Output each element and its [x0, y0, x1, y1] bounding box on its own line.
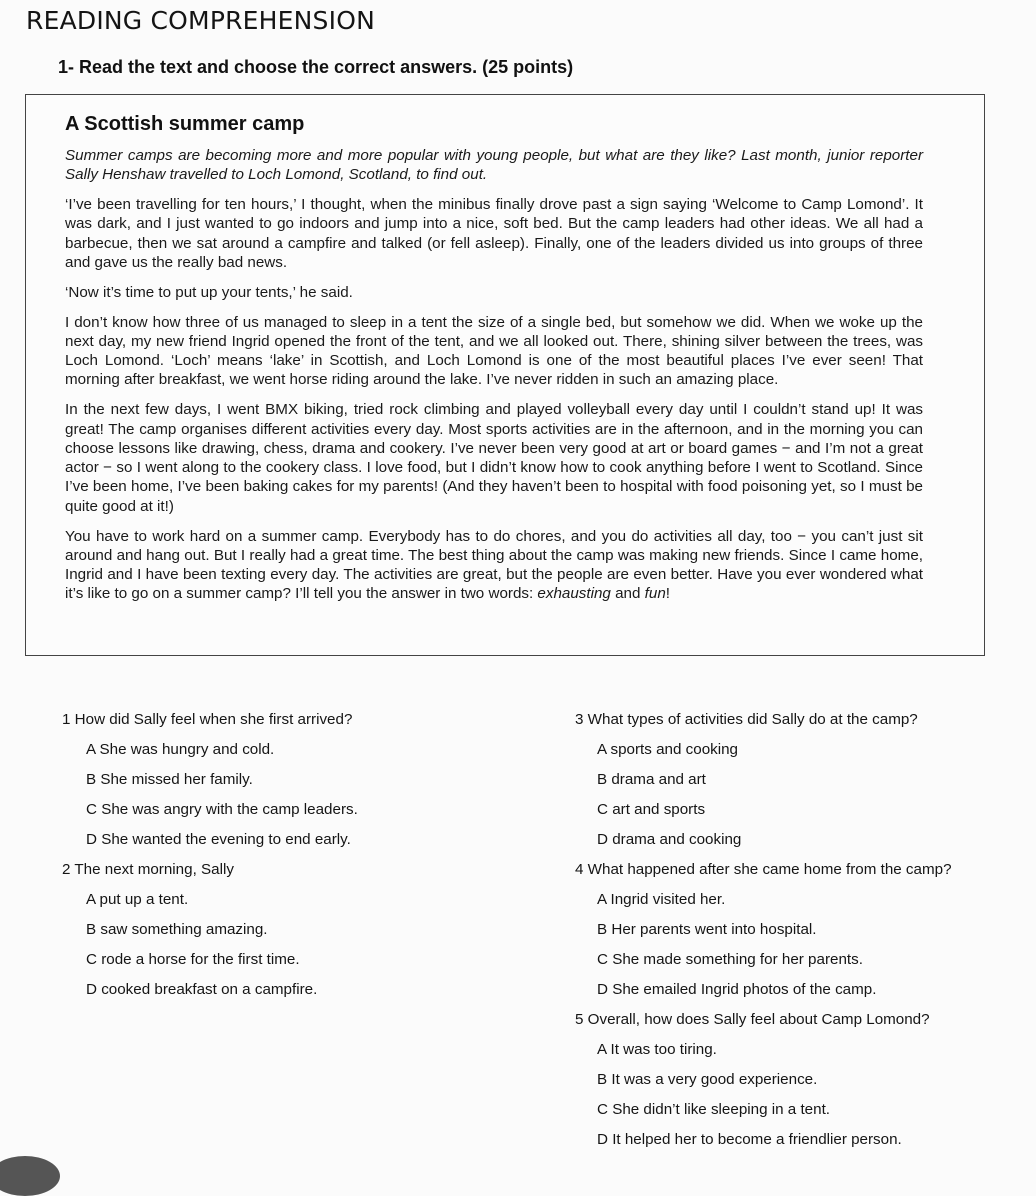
question-1-option-a[interactable]: A She was hungry and cold.	[86, 741, 275, 758]
question-4-option-c[interactable]: C She made something for her parents.	[597, 951, 863, 968]
question-2-option-a[interactable]: A put up a tent.	[86, 891, 189, 908]
question-4-option-d[interactable]: D She emailed Ingrid photos of the camp.	[597, 981, 877, 998]
question-3-option-b[interactable]: B drama and art	[597, 771, 706, 788]
instruction: 1- Read the text and choose the correct answers. (25 points)	[58, 57, 574, 77]
question-1-option-b[interactable]: B She missed her family.	[86, 771, 253, 788]
question-3-option-a[interactable]: A sports and cooking	[597, 741, 738, 758]
article-paragraph: ‘I’ve been travelling for ten hours,’ I thought, when the minibus finally drove past a sign saying ‘Welcome to Camp Lomond’. It was dark, and I just wanted to go indoors and jump into a nice, soft bed. But the camp leaders had other ideas. We all had a barbecue, then we sat around a campfire and talked (or fell asleep). Finally, one of the leaders divided us into groups of three and gave us the really bad news.	[65, 196, 923, 271]
article-paragraph: I don’t know how three of us managed to sleep in a tent the size of a single bed, but somehow we did. When we woke up the next day, my new friend Ingrid opened the front of the tent, and we all looked out. There, shining silver between the trees, was Loch Lomond. ‘Loch’ means ‘lake’ in Scottish, and Loch Lomond is one of the most beautiful places I’ve ever seen! That morning after breakfast, we went horse riding around the lake. I’ve never ridden in such an amazing place.	[65, 313, 923, 389]
article-title: A Scottish summer camp	[65, 113, 305, 135]
question-2-option-b[interactable]: B saw something amazing.	[86, 921, 268, 938]
article-paragraph: In the next few days, I went BMX biking, tried rock climbing and played volleyball every day until I couldn’t stand up! It was great! The camp organises different activities every day. Most sports activities are in the afternoon, and in the morning you can choose lessons like drawing, chess, drama and cookery. I’ve never been very good at art or board games − and I’m not a great actor − so I went along to the cookery class. I love food, but I didn’t know how to cook anything before I went to Scotland. Since I’ve been home, I’ve been baking cakes for my parents! (And they haven’t been to hospital with food poisoning yet, so I must be quite good at it!)	[65, 401, 923, 515]
article-intro: Summer camps are becoming more and more popular with young people, but what are they like? Last month, junior reporter Sally Henshaw travelled to Loch Lomond, Scotland, to find out.	[65, 147, 923, 184]
emphasis-word: exhausting	[537, 585, 611, 603]
emphasis-word: fun	[644, 585, 666, 603]
question-4-option-a[interactable]: A Ingrid visited her.	[597, 891, 726, 908]
question-4-option-b[interactable]: B Her parents went into hospital.	[597, 921, 817, 938]
paragraph-text: You have to work hard on a summer camp. Everybody has to do chores, and you do activities all day, too − you can’t just sit around and hang out. But I really had a great time. The best thing about the camp was making new friends. Since I came home, Ingrid and I have been texting every day. The activities are great, but the people are even better. Have you ever wondered what it’s like to go on a summer camp? I’ll tell you the answer in two words:	[65, 527, 923, 603]
question-5-option-c[interactable]: C She didn’t like sleeping in a tent.	[597, 1101, 831, 1118]
question-3: 3 What types of activities did Sally do at the camp?	[575, 711, 918, 728]
article-paragraph: ‘Now it’s time to put up your tents,’ he said.	[65, 283, 353, 301]
question-3-option-c[interactable]: C art and sports	[597, 801, 706, 818]
question-5-option-d[interactable]: D It helped her to become a friendlier person.	[597, 1131, 902, 1148]
question-1: 1 How did Sally feel when she first arrived?	[62, 711, 353, 728]
corner-shadow	[0, 1156, 60, 1196]
question-1-option-c[interactable]: C She was angry with the camp leaders.	[86, 801, 358, 818]
question-5-option-a[interactable]: A It was too tiring.	[597, 1041, 717, 1058]
question-4: 4 What happened after she came home from the camp?	[575, 861, 952, 878]
paragraph-text: !	[665, 585, 671, 603]
question-2: 2 The next morning, Sally	[62, 861, 234, 878]
question-2-option-c[interactable]: C rode a horse for the first time.	[86, 951, 300, 968]
question-1-option-d[interactable]: D She wanted the evening to end early.	[86, 831, 351, 848]
question-5-option-b[interactable]: B It was a very good experience.	[597, 1071, 818, 1088]
page-title: READING COMPREHENSION	[26, 6, 375, 35]
question-5: 5 Overall, how does Sally feel about Camp Lomond?	[575, 1011, 930, 1028]
question-3-option-d[interactable]: D drama and cooking	[597, 831, 742, 848]
question-2-option-d[interactable]: D cooked breakfast on a campfire.	[86, 981, 318, 998]
paragraph-text: and	[610, 585, 645, 603]
